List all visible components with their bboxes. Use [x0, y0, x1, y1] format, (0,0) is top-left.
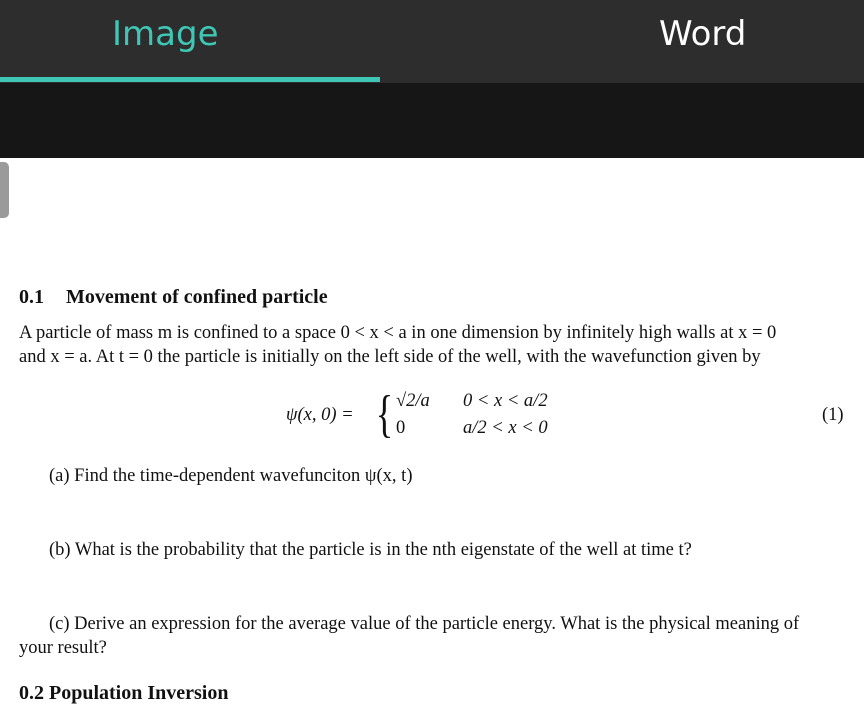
case1-value: √2/a — [396, 391, 430, 411]
question-a: (a) Find the time-dependent wavefunciton ψ(x, t) — [49, 466, 413, 486]
top-tab-bar — [0, 0, 864, 83]
section-title: Movement of confined particle — [66, 286, 328, 308]
cases-brace: { — [375, 386, 394, 443]
tab-image-label: Image — [112, 14, 219, 54]
toolbar-band — [0, 83, 864, 158]
equation-1 — [0, 386, 864, 453]
question-c-line-1: (c) Derive an expression for the average value of the particle energy. What is the physical meaning of — [49, 614, 800, 634]
section-heading — [19, 286, 328, 309]
tab-word[interactable] — [380, 0, 864, 83]
equation-lhs: ψ(x, 0) = — [286, 405, 354, 425]
case2-condition: a/2 < x < 0 — [463, 418, 548, 438]
case2-value: 0 — [396, 418, 406, 438]
next-section-heading-cutoff: 0.2 Population Inversion — [19, 682, 229, 704]
active-tab-indicator — [0, 77, 380, 82]
section-number: 0.1 — [19, 286, 44, 308]
case1-condition: 0 < x < a/2 — [463, 391, 548, 411]
question-c-line-2: your result? — [19, 638, 107, 658]
intro-line-2: and x = a. At t = 0 the particle is initially on the left side of the well, with the wavefunction given by — [19, 347, 761, 367]
question-b: (b) What is the probability that the particle is in the nth eigenstate of the well at time t? — [49, 540, 692, 560]
document-image — [0, 158, 864, 704]
equation-number: (1) — [822, 405, 844, 425]
intro-line-1: A particle of mass m is confined to a space 0 < x < a in one dimension by infinitely high walls at x = 0 — [19, 323, 777, 343]
tab-image[interactable] — [0, 0, 380, 83]
tab-word-label: Word — [659, 14, 747, 54]
